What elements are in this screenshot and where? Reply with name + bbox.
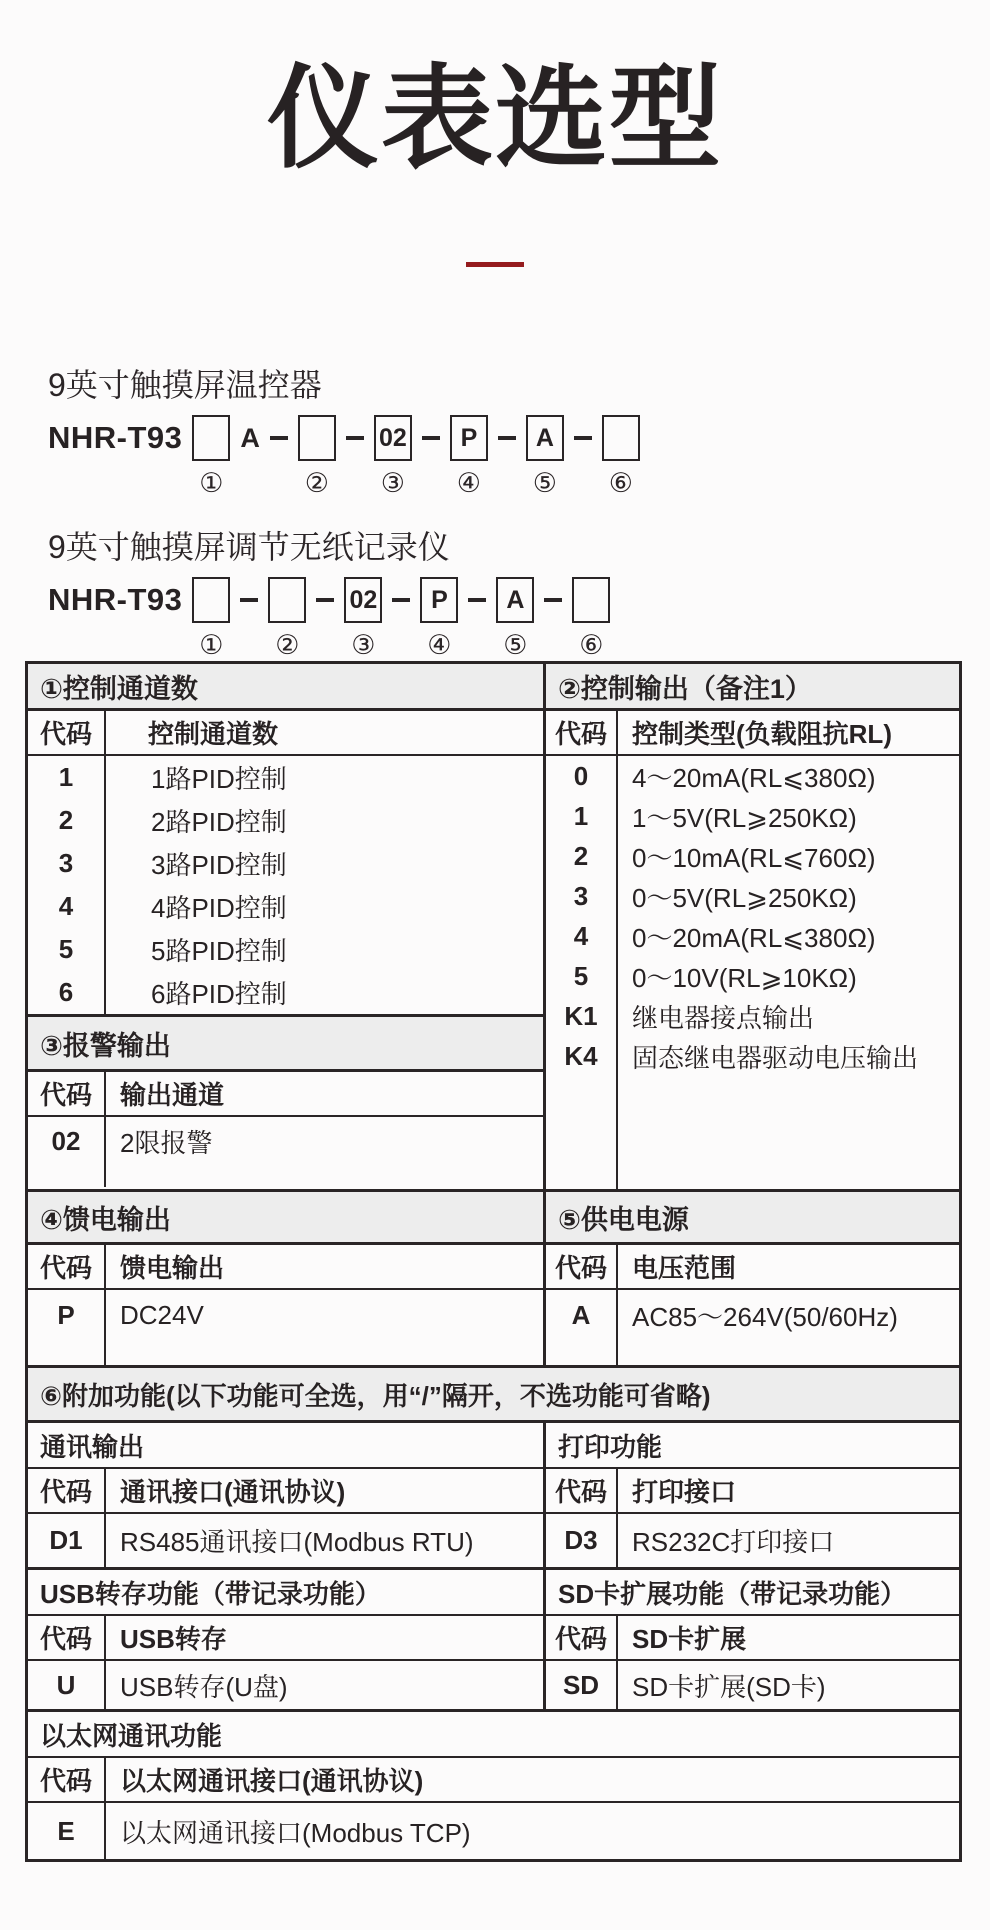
data-area-control-channels (28, 756, 543, 1014)
model-code-box: 02 (374, 415, 412, 461)
code-cell: K1 (564, 1000, 598, 1031)
code-cell: 4 (573, 920, 589, 951)
model-code-slot (298, 415, 336, 499)
desc-cell: 0～5V(RL⩾250KΩ) (632, 882, 857, 913)
code-cell: 6 (58, 977, 74, 1007)
model-code-box: A (526, 415, 564, 461)
model-code-box (572, 577, 610, 623)
model-code-box (298, 415, 336, 461)
code-cell: 0 (573, 760, 589, 791)
dash-separator (392, 577, 410, 623)
desc-cell: 4～20mA(RL⩽380Ω) (632, 762, 876, 793)
code-cell: 02 (51, 1125, 81, 1156)
model-prefix: NHR-T93 (48, 420, 183, 455)
dash-separator (544, 577, 562, 623)
section-control-channels (28, 664, 546, 1189)
code-cell: E (57, 1815, 75, 1846)
data-area-ethernet (28, 1803, 959, 1859)
dash-separator (574, 415, 592, 461)
desc-cell: RS485通讯接口(Modbus RTU) (120, 1527, 474, 1557)
code-cell: P (57, 1299, 75, 1330)
desc-cell: USB转存(U盘) (120, 1671, 288, 1702)
position-marker: ④ (427, 630, 452, 660)
model-code-box: P (450, 415, 488, 461)
desc-column-header: 馈电输出 (120, 1253, 225, 1283)
code-cell: K4 (564, 1040, 598, 1071)
section-power-supply (546, 1192, 959, 1365)
dash-separator (346, 415, 364, 461)
code-column-header: 代码 (546, 1616, 618, 1659)
position-marker: ⑥ (608, 468, 634, 498)
model-code-slot (268, 577, 306, 661)
desc-cell: 继电器接点输出 (632, 1002, 815, 1033)
model-code-box (602, 415, 640, 461)
model-code-box (192, 577, 230, 623)
model-code-slot (420, 577, 458, 661)
catalog-page (0, 38, 990, 1930)
title-underline (466, 262, 524, 267)
desc-cell: 3路PID控制 (151, 850, 287, 880)
column-header-row (28, 1072, 543, 1117)
desc-cell: 1路PID控制 (151, 764, 287, 794)
code-column-header: 代码 (28, 1616, 106, 1659)
table-band-1 (28, 664, 959, 1189)
desc-column-header: 控制通道数 (148, 719, 279, 749)
code-cell: 5 (573, 960, 589, 991)
desc-cell: 固态继电器驱动电压输出 (632, 1042, 919, 1073)
code-cell: 1 (573, 800, 589, 831)
code-cell: 4 (58, 891, 74, 921)
desc-cell: DC24V (120, 1299, 204, 1330)
section-control-output (546, 664, 959, 1189)
desc-column-header: 通讯接口(通讯协议) (120, 1477, 346, 1507)
subsection-header: USB转存功能（带记录功能） (28, 1570, 543, 1616)
table-band-2 (28, 1189, 959, 1365)
column-header-row (28, 1758, 959, 1803)
position-marker: ③ (351, 630, 376, 660)
data-area-comm-output (28, 1514, 543, 1567)
model-block-paperless-recorder (48, 525, 990, 661)
data-area-feed-output (28, 1290, 543, 1365)
column-header-row (546, 1245, 959, 1290)
column-header-row (28, 1469, 543, 1514)
desc-column-header: 输出通道 (120, 1080, 225, 1110)
subsection-header: 以太网通讯功能 (28, 1712, 959, 1758)
dash-separator (316, 577, 334, 623)
model-code-box: A (496, 577, 534, 623)
code-column-header: 代码 (546, 1245, 618, 1288)
subsection-header: 通讯输出 (28, 1423, 543, 1469)
desc-cell: 0～10V(RL⩾10KΩ) (632, 962, 857, 993)
model-code-box (268, 577, 306, 623)
desc-cell: 5路PID控制 (151, 936, 287, 966)
desc-cell: RS232C打印接口 (632, 1527, 835, 1557)
code-column-header: 代码 (28, 1072, 106, 1115)
section-header: ①控制通道数 (28, 664, 543, 711)
desc-cell: 4路PID控制 (151, 893, 287, 923)
model-label: 9英寸触摸屏调节无纸记录仪 (48, 529, 450, 565)
subsection-usb-transfer (28, 1570, 546, 1709)
position-marker: ③ (380, 468, 406, 498)
code-cell: 1 (58, 762, 74, 792)
column-header-row (546, 711, 959, 756)
code-cell: 2 (573, 840, 589, 871)
model-code-slot (374, 415, 412, 499)
column-header-row (28, 1245, 543, 1290)
model-label: 9英寸触摸屏温控器 (48, 367, 322, 403)
model-code-slot (602, 415, 640, 499)
desc-cell: AC85～264V(50/60Hz) (632, 1301, 898, 1332)
code-column-header: 代码 (28, 1469, 106, 1512)
code-cell: 2 (58, 805, 74, 835)
section-feed-output (28, 1192, 546, 1365)
desc-column-header: USB转存 (120, 1624, 227, 1654)
code-cell: D1 (49, 1525, 83, 1555)
position-marker: ④ (456, 468, 482, 498)
code-column-header: 代码 (28, 1245, 106, 1288)
dash-separator (270, 415, 288, 461)
model-code-slot (344, 577, 382, 661)
position-marker: ⑥ (579, 630, 604, 660)
data-area-sd-card (546, 1661, 959, 1709)
model-code-slot (572, 577, 610, 661)
desc-column-header: 以太网通讯接口(通讯协议) (120, 1766, 424, 1796)
code-cell: 5 (58, 934, 74, 964)
model-code-slot (450, 415, 488, 499)
desc-cell: 0～20mA(RL⩽380Ω) (632, 922, 876, 953)
code-column-header: 代码 (546, 711, 618, 754)
desc-cell: 0～10mA(RL⩽760Ω) (632, 842, 876, 873)
section-header: ⑤供电电源 (546, 1192, 959, 1245)
column-header-row (546, 1469, 959, 1514)
column-header-row (28, 711, 543, 756)
data-area-print-function (546, 1514, 959, 1567)
code-column-header: 代码 (546, 1469, 618, 1512)
subsection-sd-card (546, 1570, 959, 1709)
desc-column-header: 打印接口 (632, 1477, 737, 1507)
code-column-header: 代码 (28, 711, 106, 754)
position-marker: ② (275, 630, 300, 660)
position-marker: ① (199, 630, 224, 660)
model-code-line (48, 577, 990, 661)
dash-separator (468, 577, 486, 623)
desc-cell: SD卡扩展(SD卡) (632, 1671, 826, 1702)
code-cell: SD (562, 1669, 600, 1700)
code-cell: D3 (564, 1525, 598, 1555)
page-title: 仪表选型 (267, 56, 723, 181)
data-area-power-supply (546, 1290, 959, 1365)
subsection-print-function (546, 1423, 959, 1567)
model-code-slot (526, 415, 564, 499)
desc-column-header: SD卡扩展 (632, 1624, 747, 1654)
subsection-comm-output (28, 1423, 546, 1567)
desc-cell: 2路PID控制 (151, 807, 287, 837)
column-header-row (546, 1616, 959, 1661)
model-code-slot (192, 415, 230, 499)
section-header: ④馈电输出 (28, 1192, 543, 1245)
desc-cell: 2限报警 (120, 1127, 213, 1158)
model-code-slot (192, 577, 230, 661)
section-header-alarm-output: ③报警输出 (28, 1014, 543, 1072)
data-area-alarm-output (28, 1117, 543, 1187)
dash-separator (422, 415, 440, 461)
model-code-slot (496, 577, 534, 661)
data-area-control-output (546, 756, 959, 1189)
model-block-temperature-controller (48, 363, 990, 499)
table-band-4 (28, 1423, 959, 1567)
code-column-header: 代码 (28, 1758, 106, 1801)
position-marker: ⑤ (532, 468, 558, 498)
desc-cell: 1～5V(RL⩾250KΩ) (632, 802, 857, 833)
desc-column-header: 电压范围 (632, 1253, 737, 1283)
data-area-usb-transfer (28, 1661, 543, 1709)
code-cell: 3 (58, 848, 74, 878)
model-prefix: NHR-T93 (48, 582, 183, 617)
section-header: ②控制输出（备注1） (546, 664, 959, 711)
code-cell: 3 (573, 880, 589, 911)
dash-separator (498, 415, 516, 461)
subsection-header: SD卡扩展功能（带记录功能） (546, 1570, 959, 1616)
column-header-row (28, 1616, 543, 1661)
model-code-box (192, 415, 230, 461)
model-fixed-char: A (240, 422, 260, 453)
code-cell: A (571, 1299, 591, 1330)
model-code-box: P (420, 577, 458, 623)
subsection-header: 打印功能 (546, 1423, 959, 1469)
model-code-line (48, 415, 990, 499)
subsection-ethernet (28, 1709, 959, 1859)
desc-column-header: 控制类型(负载阻抗RL) (632, 719, 892, 749)
dash-separator (240, 577, 258, 623)
desc-cell: 以太网通讯接口(Modbus TCP) (120, 1817, 471, 1848)
position-marker: ① (199, 468, 224, 498)
code-cell: U (56, 1669, 76, 1700)
desc-cell: 6路PID控制 (151, 979, 287, 1009)
selection-table (25, 661, 962, 1862)
position-marker: ② (304, 468, 330, 498)
table-band-5 (28, 1567, 959, 1709)
section-header-additional-functions: ⑥附加功能(以下功能可全选，用“/”隔开，不选功能可省略) (28, 1365, 959, 1423)
model-code-box: 02 (344, 577, 382, 623)
position-marker: ⑤ (503, 630, 528, 660)
